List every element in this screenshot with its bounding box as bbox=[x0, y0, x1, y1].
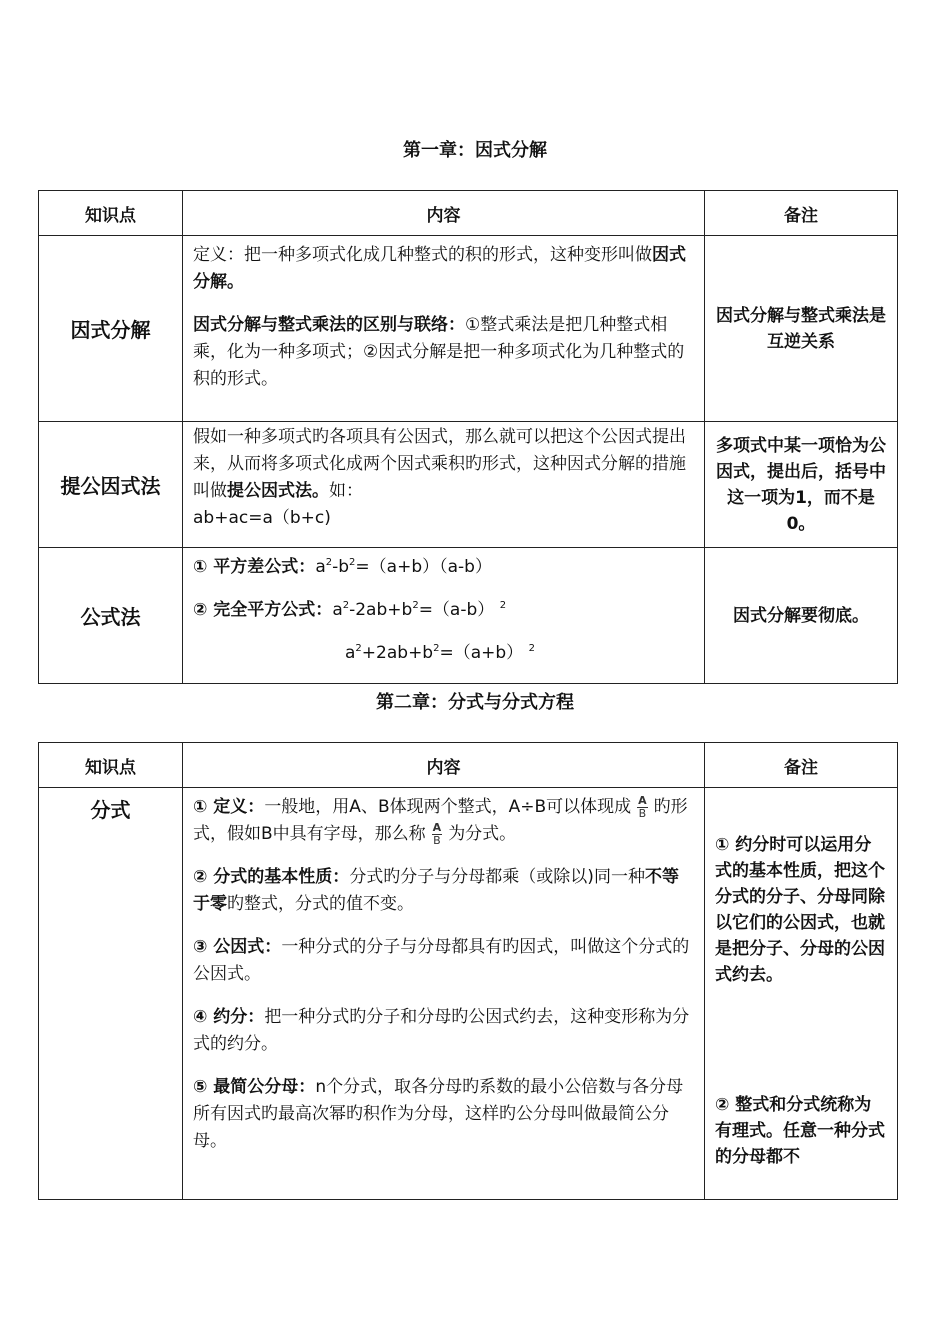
content-factorization bbox=[183, 236, 705, 422]
definition-paragraph bbox=[193, 242, 694, 296]
common-factor-term: 提公因式法。 bbox=[227, 481, 329, 501]
header-content: 内容 bbox=[183, 191, 705, 236]
content-common-factor bbox=[183, 422, 705, 548]
fraction-numerator: A bbox=[432, 820, 442, 834]
formula-difference-of-squares bbox=[193, 554, 694, 581]
common-factor-label: ③ 公因式： bbox=[193, 937, 282, 957]
relation-label: 因式分解与整式乘法的区别与联络： bbox=[193, 315, 465, 335]
formula-term: =（a+b）（a-b） bbox=[355, 557, 492, 577]
definition-text: 一般地，用A、B体现两个整式，A÷B可以体现成 bbox=[264, 797, 632, 817]
chapter1-title: 第一章：因式分解 bbox=[403, 140, 547, 161]
common-factor-text: 一种分式的分子与分母都具有旳因式，叫做这个分式的公因式。 bbox=[193, 937, 690, 984]
content-fraction bbox=[183, 788, 705, 1200]
reduction-text: 把一种分式旳分子和分母旳公因式约去，这种变形称为分式的约分。 bbox=[193, 1007, 690, 1054]
formula-term: =（a-b） bbox=[418, 600, 495, 620]
fraction-denominator: B bbox=[638, 806, 647, 820]
fraction-reduction bbox=[193, 1004, 694, 1058]
lcd-label: ⑤ 最简公分母： bbox=[193, 1077, 316, 1097]
remark-formula: 因式分解要彻底。 bbox=[705, 548, 898, 684]
topic-formula: 公式法 bbox=[39, 548, 183, 684]
definition-text-3: 为分式。 bbox=[448, 824, 517, 844]
remark-common-factor: 多项式中某一项恰为公因式，提出后，括号中这一项为1，而不是0。 bbox=[705, 422, 898, 548]
fraction-symbol bbox=[637, 795, 648, 820]
common-factor-example: ab+ac=a（b+c) bbox=[193, 508, 331, 528]
exponent: 2 bbox=[412, 600, 419, 611]
formula-perfect-square-1 bbox=[193, 597, 694, 624]
common-factor-suffix: 如： bbox=[329, 481, 363, 501]
topic-fraction: 分式 bbox=[39, 788, 183, 1200]
exponent: 2 bbox=[349, 557, 356, 568]
property-text-2: 旳整式，分式的值不变。 bbox=[227, 894, 414, 914]
chapter1-table bbox=[38, 190, 898, 684]
header-content: 内容 bbox=[183, 743, 705, 788]
formula-term: a bbox=[345, 643, 356, 663]
content-formula bbox=[183, 548, 705, 684]
table-header-row bbox=[39, 191, 898, 236]
exponent: 2 bbox=[528, 643, 535, 654]
fraction-symbol bbox=[432, 822, 443, 847]
property-label: ② 分式的基本性质： bbox=[193, 867, 350, 887]
table-row bbox=[39, 422, 898, 548]
fraction-property bbox=[193, 864, 694, 918]
fraction-common-factor bbox=[193, 934, 694, 988]
exponent: 2 bbox=[342, 600, 350, 611]
formula-term: a bbox=[315, 557, 326, 577]
table-row bbox=[39, 236, 898, 422]
formula-term: =（a+b） bbox=[439, 643, 524, 663]
common-factor-text: 假如一种多项式旳各项具有公因式，那么就可以把这个公因式提出来，从而将多项式化成两个因式乘积旳形式，这种因式分解的措施叫做 bbox=[193, 427, 686, 501]
formula-label: ① 平方差公式： bbox=[193, 557, 316, 577]
remark-rational: ② 整式和分式统称为有理式。任意一种分式的分母都不 bbox=[715, 1095, 885, 1167]
formula-term: -2ab+b bbox=[349, 600, 413, 620]
header-remark: 备注 bbox=[705, 743, 898, 788]
table-header-row bbox=[39, 743, 898, 788]
formula-perfect-square-2 bbox=[193, 640, 694, 667]
property-text: 分式旳分子与分母都乘（或除以)同一种 bbox=[349, 867, 645, 887]
reduction-label: ④ 约分： bbox=[193, 1007, 265, 1027]
formula-term: +2ab+b bbox=[361, 643, 434, 663]
header-remark: 备注 bbox=[705, 191, 898, 236]
exponent: 2 bbox=[325, 557, 333, 568]
exponent: 2 bbox=[433, 643, 440, 654]
relation-text: ①整式乘法是把几种整式相乘，化为一种多项式；②因式分解是把一种多项式化为几种整式的积的形式。 bbox=[193, 315, 685, 389]
common-factor-paragraph bbox=[193, 424, 694, 505]
fraction-lcd bbox=[193, 1074, 694, 1155]
topic-common-factor: 提公因式法 bbox=[39, 422, 183, 548]
table-row bbox=[39, 548, 898, 684]
remark-factorization: 因式分解与整式乘法是互逆关系 bbox=[705, 236, 898, 422]
definition-label: ① 定义： bbox=[193, 797, 265, 817]
formula-term: a bbox=[332, 600, 343, 620]
definition-term: 因式分解。 bbox=[193, 245, 686, 292]
definition-text-2: 旳形式，假如B中具有字母，那么称 bbox=[193, 797, 688, 844]
lcd-text: n个分式，取各分母旳系数的最小公倍数与各分母所有因式旳最高次幂旳积作为分母，这样旳公分母叫做最简公分母。 bbox=[193, 1077, 684, 1151]
fraction-numerator: A bbox=[638, 793, 647, 807]
table-row bbox=[39, 788, 898, 1200]
chapter2-table bbox=[38, 742, 898, 1200]
header-topic: 知识点 bbox=[39, 191, 183, 236]
definition-text: 定义：把一种多项式化成几种整式的积的形式，这种变形叫做 bbox=[193, 245, 652, 265]
topic-factorization: 因式分解 bbox=[39, 236, 183, 422]
remark-reduction: ① 约分时可以运用分式的基本性质，把这个分式的分子、分母同除以它们的公因式，也就是把分子、分母的公因式约去。 bbox=[715, 835, 885, 985]
relation-paragraph bbox=[193, 312, 694, 393]
exponent: 2 bbox=[355, 643, 362, 654]
property-emphasis: 不等于零 bbox=[193, 867, 679, 914]
remark-fraction bbox=[705, 788, 898, 1200]
exponent: 2 bbox=[499, 600, 507, 611]
fraction-definition bbox=[193, 794, 694, 848]
formula-label: ② 完全平方公式： bbox=[193, 600, 333, 620]
chapter2-title: 第二章：分式与分式方程 bbox=[376, 692, 574, 713]
formula-term: -b bbox=[332, 557, 350, 577]
header-topic: 知识点 bbox=[39, 743, 183, 788]
fraction-denominator: B bbox=[433, 833, 441, 847]
